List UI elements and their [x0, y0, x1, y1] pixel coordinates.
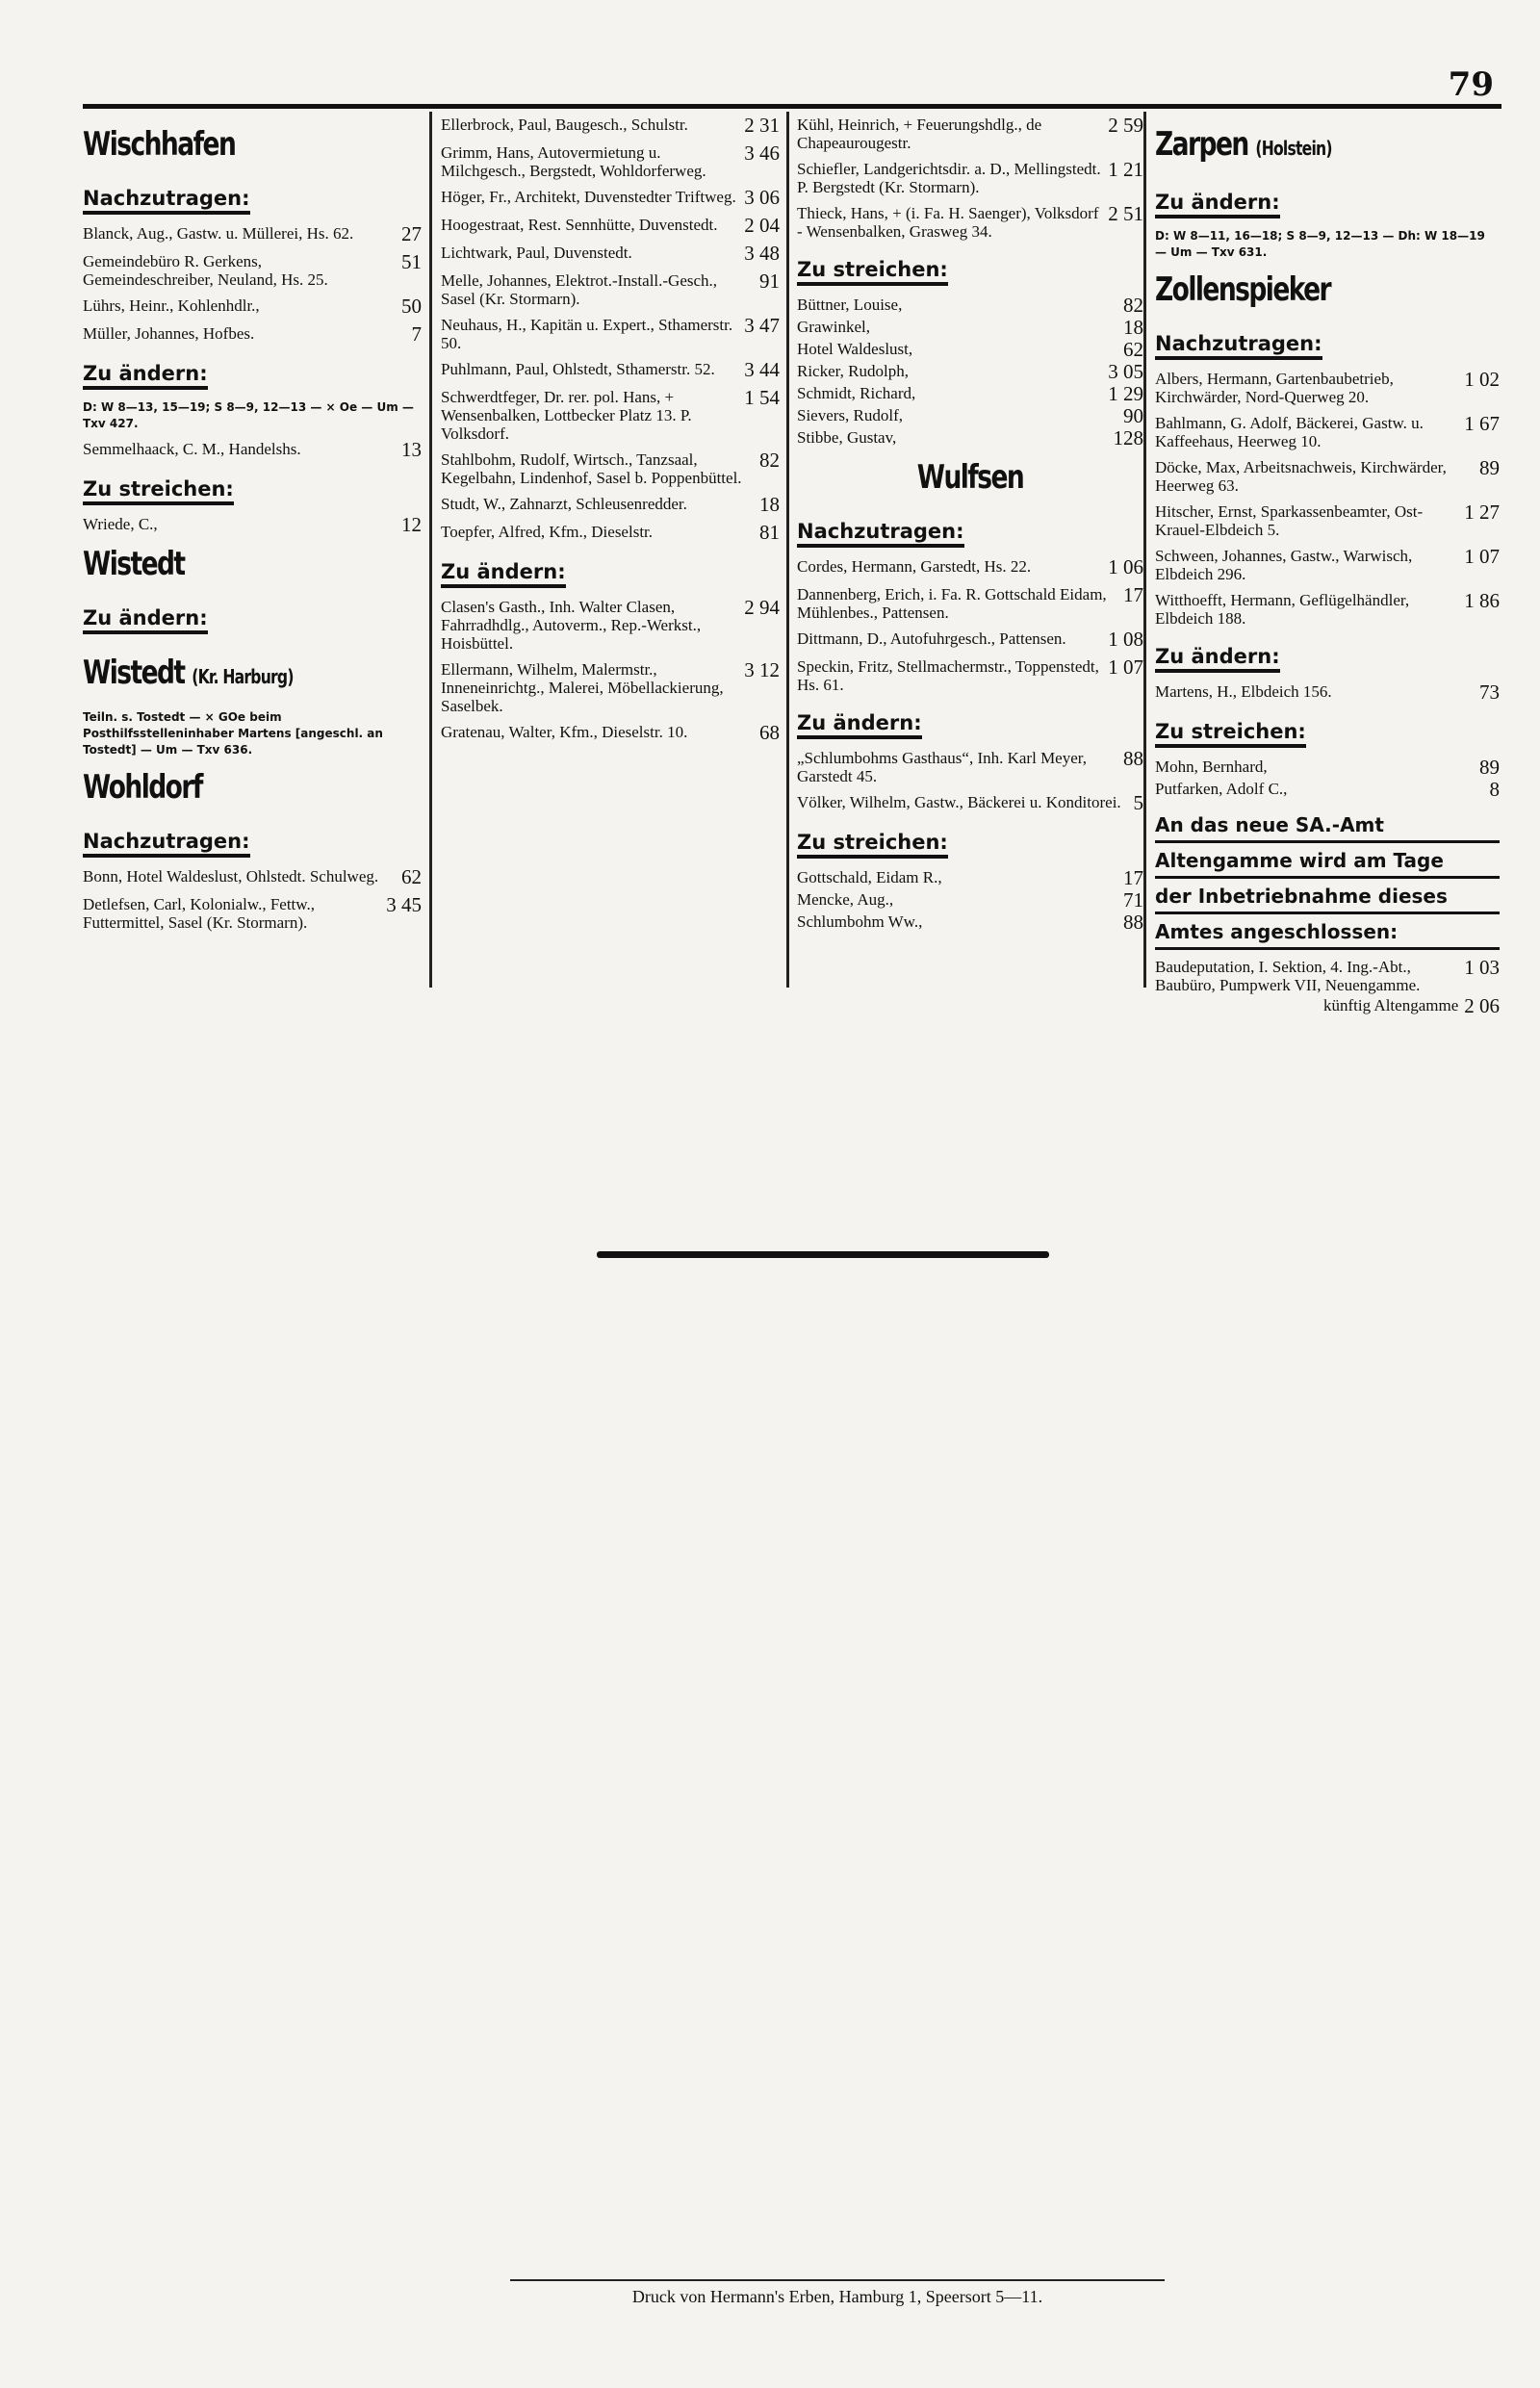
phone-number: 2 94 [744, 596, 780, 619]
phone-number: 7 [411, 322, 422, 346]
phone-number: 82 [1123, 294, 1143, 317]
entry-text: Ellerbrock, Paul, Baugesch., Schulstr. [441, 116, 688, 134]
directory-entry [797, 362, 1143, 382]
phone-number: 68 [759, 721, 780, 744]
directory-entry [441, 271, 780, 308]
phone-number: 71 [1123, 888, 1143, 912]
directory-entry [441, 360, 780, 380]
phone-number: 2 59 [1108, 114, 1143, 137]
entry-text: Thieck, Hans, + (i. Fa. H. Saenger), Volksdorf - Wensenbalken, Grasweg 34. [797, 204, 1099, 241]
phone-number: 3 45 [386, 893, 422, 916]
directory-entry [441, 116, 780, 136]
town-subtitle: (Holstein) [1255, 137, 1332, 160]
column-2 [441, 116, 780, 751]
phone-number: 3 06 [744, 186, 780, 209]
phone-number: 17 [1123, 866, 1143, 889]
directory-entry [83, 515, 422, 535]
directory-entry [441, 143, 780, 180]
directory-entry [797, 318, 1143, 338]
directory-entry [83, 895, 422, 932]
phone-number: 1 86 [1464, 589, 1500, 612]
phone-number: 13 [401, 438, 422, 461]
phone-number: 62 [401, 865, 422, 888]
entry-text: Mencke, Aug., [797, 890, 894, 909]
entry-text: Dittmann, D., Autofuhrgesch., Pattensen. [797, 629, 1066, 648]
directory-entry [797, 340, 1143, 360]
phone-number: 3 47 [744, 314, 780, 337]
entry-text: Grimm, Hans, Autovermietung u. Milchgesch., Bergstedt, Wohldorferweg. [441, 143, 706, 180]
entry-text: Gratenau, Walter, Kfm., Dieselstr. 10. [441, 723, 688, 741]
entry-text: Ricker, Rudolph, [797, 362, 909, 380]
entry-text: Hotel Waldeslust, [797, 340, 913, 358]
entry-text: Martens, H., Elbdeich 156. [1155, 682, 1332, 701]
office-hours-info: Teiln. s. Tostedt — × GOe beim Posthilfsstelleninhaber Martens [angeschl. an Tostedt] — Um — Txv 636. [83, 710, 383, 757]
phone-number: 27 [401, 222, 422, 245]
phone-number: 128 [1113, 426, 1143, 449]
phone-number: 2 06 [1464, 994, 1500, 1017]
directory-entry [441, 388, 780, 443]
town-heading-wistedt: Wistedt [83, 545, 185, 583]
section-zu-aendern: Zu ändern: [1155, 191, 1280, 218]
directory-entry [1155, 682, 1500, 703]
entry-text: Hoogestraat, Rest. Sennhütte, Duvenstedt. [441, 216, 718, 234]
directory-entry [1155, 458, 1500, 495]
column-divider [1143, 112, 1146, 988]
entry-text: Stahlbohm, Rudolf, Wirtsch., Tanzsaal, Kegelbahn, Lindenhof, Sasel b. Poppenbüttel. [441, 450, 742, 487]
section-zu-streichen: Zu streichen: [83, 477, 234, 505]
notice-line: An das neue SA.-Amt [1155, 808, 1500, 843]
entry-text: Toepfer, Alfred, Kfm., Dieselstr. [441, 523, 654, 541]
entry-text: Lührs, Heinr., Kohlenhdlr., [83, 296, 260, 315]
section-zu-streichen: Zu streichen: [797, 258, 948, 286]
directory-entry [797, 204, 1143, 241]
section-zu-streichen: Zu streichen: [1155, 720, 1306, 748]
directory-entry [797, 160, 1143, 196]
directory-entry [797, 585, 1143, 622]
phone-number: 89 [1479, 456, 1500, 479]
directory-entry [797, 629, 1143, 650]
phone-number: 81 [759, 521, 780, 544]
section-zu-aendern: Zu ändern: [83, 606, 208, 634]
imprint-text: Druck von Hermann's Erben, Hamburg 1, Speersort 5—11. [631, 2287, 1043, 2306]
directory-entry [441, 495, 780, 515]
notice-line: Altengamme wird am Tage [1155, 843, 1500, 879]
phone-number: 3 44 [744, 358, 780, 381]
directory-entry [441, 450, 780, 487]
phone-number: 18 [759, 493, 780, 516]
directory-entry [83, 867, 422, 887]
phone-number: 2 51 [1108, 202, 1143, 225]
section-nachzutragen: Nachzutragen: [1155, 332, 1322, 360]
phone-number: 88 [1123, 911, 1143, 934]
directory-entry [441, 598, 780, 653]
phone-number: 1 02 [1464, 368, 1500, 391]
section-zu-streichen: Zu streichen: [797, 831, 948, 859]
town-heading-wistedt-harburg: Wistedt (Kr. Harburg) [83, 654, 294, 692]
directory-entry [441, 216, 780, 236]
section-zu-aendern: Zu ändern: [797, 711, 922, 739]
entry-text: Semmelhaack, C. M., Handelshs. [83, 440, 301, 458]
section-zu-aendern: Zu ändern: [1155, 645, 1280, 673]
printer-imprint [500, 2279, 1174, 2318]
directory-entry [797, 890, 1143, 911]
entry-text: Dannenberg, Erich, i. Fa. R. Gottschald Eidam, Mühlenbes., Pattensen. [797, 585, 1107, 622]
phone-number: 1 27 [1464, 501, 1500, 524]
entry-text: Sievers, Rudolf, [797, 406, 904, 424]
phone-number: 90 [1123, 404, 1143, 427]
section-nachzutragen: Nachzutragen: [83, 830, 250, 858]
directory-entry [1155, 780, 1500, 800]
entry-text: Höger, Fr., Architekt, Duvenstedter Triftweg. [441, 188, 736, 206]
town-heading-wischhafen: Wischhafen [83, 125, 236, 164]
directory-entry [441, 316, 780, 352]
phone-number: 8 [1489, 778, 1500, 801]
phone-number: 1 08 [1108, 628, 1143, 651]
entry-text: Völker, Wilhelm, Gastw., Bäckerei u. Konditorei. [797, 793, 1121, 811]
directory-entry [1155, 591, 1500, 628]
directory-entry [797, 406, 1143, 426]
entry-text: Kühl, Heinrich, + Feuerungshdlg., de Chapeaurougestr. [797, 116, 1042, 152]
directory-entry [797, 295, 1143, 316]
phone-number: 1 54 [744, 386, 780, 409]
notice-line: der Inbetriebnahme dieses [1155, 879, 1500, 914]
directory-entry [797, 116, 1143, 152]
column-3 [797, 116, 1143, 940]
phone-number: 50 [401, 295, 422, 318]
entry-text: Döcke, Max, Arbeitsnachweis, Kirchwärder, Heerweg 63. [1155, 458, 1447, 495]
section-zu-aendern: Zu ändern: [83, 362, 208, 390]
entry-text: Müller, Johannes, Hofbes. [83, 324, 255, 343]
entry-text: Blanck, Aug., Gastw. u. Müllerei, Hs. 62. [83, 224, 354, 243]
entry-text: Baudeputation, I. Sektion, 4. Ing.-Abt., Baubüro, Pumpwerk VII, Neuengamme. [1155, 958, 1421, 994]
directory-entry [1155, 757, 1500, 778]
entry-text: Neuhaus, H., Kapitän u. Expert., Sthamerstr. 50. [441, 316, 733, 352]
phone-number: 1 07 [1108, 655, 1143, 679]
header-rule [83, 104, 1502, 109]
phone-number: 88 [1123, 747, 1143, 770]
entry-text: Putfarken, Adolf C., [1155, 780, 1288, 798]
directory-entry [1155, 414, 1500, 450]
entry-text: Melle, Johannes, Elektrot.-Install.-Gesch., Sasel (Kr. Stormarn). [441, 271, 718, 308]
directory-entry [441, 723, 780, 743]
column-4 [1155, 116, 1500, 1024]
directory-entry [797, 384, 1143, 404]
directory-entry [83, 252, 422, 289]
entry-text: Grawinkel, [797, 318, 871, 336]
directory-entry [797, 749, 1143, 785]
phone-number: 3 48 [744, 242, 780, 265]
directory-entry [797, 657, 1143, 694]
entry-text: Studt, W., Zahnarzt, Schleusenredder. [441, 495, 687, 513]
phone-number: 51 [401, 250, 422, 273]
directory-entry [83, 296, 422, 317]
entry-text: Gemeindebüro R. Gerkens, Gemeindeschreiber, Neuland, Hs. 25. [83, 252, 328, 289]
directory-entry [1155, 547, 1500, 583]
phone-number: 17 [1123, 583, 1143, 606]
directory-entry [441, 660, 780, 715]
phone-number: 3 46 [744, 141, 780, 165]
town-heading-zollenspieker: Zollenspieker [1155, 270, 1331, 309]
entry-text: Mohn, Bernhard, [1155, 757, 1268, 776]
phone-number: 82 [759, 449, 780, 472]
imprint-rule [510, 2279, 1165, 2281]
directory-entry [83, 224, 422, 244]
entry-text: künftig Altengamme [1323, 996, 1459, 1014]
entry-text: Hitscher, Ernst, Sparkassenbeamter, Ost-Krauel-Elbdeich 5. [1155, 502, 1424, 539]
directory-entry [441, 244, 780, 264]
entry-text: Puhlmann, Paul, Ohlstedt, Sthamerstr. 52. [441, 360, 715, 378]
entry-text: Albers, Hermann, Gartenbaubetrieb, Kirchwärder, Nord-Querweg 20. [1155, 370, 1394, 406]
column-1 [83, 116, 422, 939]
phone-number: 3 12 [744, 658, 780, 681]
notice-line: Amtes angeschlossen: [1155, 914, 1500, 950]
town-heading-wulfsen: Wulfsen [916, 458, 1024, 497]
directory-entry [1155, 502, 1500, 539]
entry-text: Lichtwark, Paul, Duvenstedt. [441, 244, 632, 262]
column-divider [429, 112, 432, 988]
section-nachzutragen: Nachzutragen: [83, 187, 250, 215]
phone-number: 89 [1479, 756, 1500, 779]
section-zu-aendern: Zu ändern: [441, 560, 566, 588]
phone-number: 62 [1123, 338, 1143, 361]
phone-number: 73 [1479, 680, 1500, 704]
column-divider [786, 112, 789, 988]
directory-entry [797, 557, 1143, 578]
directory-entry [441, 523, 780, 543]
directory-entry [797, 868, 1143, 888]
phone-number: 2 04 [744, 214, 780, 237]
phone-number: 18 [1123, 316, 1143, 339]
directory-entry [441, 188, 780, 208]
section-nachzutragen: Nachzutragen: [797, 520, 964, 548]
office-hours-info: D: W 8—11, 16—18; S 8—9, 12—13 — Dh: W 18—19 — Um — Txv 631. [1155, 229, 1485, 259]
entry-text: Cordes, Hermann, Garstedt, Hs. 22. [797, 557, 1032, 576]
entry-text: Speckin, Fritz, Stellmachermstr., Toppenstedt, Hs. 61. [797, 657, 1099, 694]
directory-entry [797, 912, 1143, 933]
entry-text: Büttner, Louise, [797, 295, 903, 314]
directory-entry [83, 324, 422, 345]
town-heading-zarpen: Zarpen (Holstein) [1155, 125, 1332, 164]
phone-number: 1 67 [1464, 412, 1500, 435]
phone-number: 12 [401, 513, 422, 536]
section-end-rule [597, 1251, 1049, 1258]
town-subtitle: (Kr. Harburg) [192, 665, 294, 688]
entry-text: Schlumbohm Ww., [797, 912, 923, 931]
phone-number: 1 21 [1108, 158, 1143, 181]
entry-text: Schween, Johannes, Gastw., Warwisch, Elbdeich 296. [1155, 547, 1413, 583]
directory-entry [1155, 958, 1500, 994]
entry-text: Clasen's Gasth., Inh. Walter Clasen, Fahrradhdlg., Autoverm., Rep.-Werkst., Hoisbüttel. [441, 598, 702, 653]
entry-text: Bonn, Hotel Waldeslust, Ohlstedt. Schulweg. [83, 867, 379, 886]
entry-text: Bahlmann, G. Adolf, Bäckerei, Gastw. u. Kaffeehaus, Heerweg 10. [1155, 414, 1424, 450]
phone-number: 1 07 [1464, 545, 1500, 568]
entry-text: Schwerdtfeger, Dr. rer. pol. Hans, + Wensenbalken, Lottbecker Platz 13. P. Volksdorf. [441, 388, 692, 443]
phone-number: 1 06 [1108, 555, 1143, 578]
entry-text: Detlefsen, Carl, Kolonialw., Fettw., Futtermittel, Sasel (Kr. Stormarn). [83, 895, 315, 932]
phone-number: 2 31 [744, 114, 780, 137]
entry-text: Witthoefft, Hermann, Geflügelhändler, Elbdeich 188. [1155, 591, 1410, 628]
directory-entry [797, 428, 1143, 449]
phone-number: 1 29 [1108, 382, 1143, 405]
phone-number: 91 [759, 270, 780, 293]
town-heading-wohldorf: Wohldorf [83, 768, 202, 807]
entry-text: Schiefler, Landgerichtsdir. a. D., Mellingstedt. P. Bergstedt (Kr. Stormarn). [797, 160, 1101, 196]
entry-text: Ellermann, Wilhelm, Malermstr., Inneneinrichtg., Malerei, Möbellackierung, Saselbek. [441, 660, 724, 715]
entry-text: Schmidt, Richard, [797, 384, 916, 402]
phone-number: 5 [1133, 791, 1143, 814]
page-number: 79 [1448, 65, 1494, 104]
directory-entry [797, 793, 1143, 813]
entry-text: Wriede, C., [83, 515, 158, 533]
office-hours-info: D: W 8—13, 15—19; S 8—9, 12—13 — × Oe — Um — Txv 427. [83, 400, 414, 430]
directory-entry [1155, 370, 1500, 406]
phone-number: 1 03 [1464, 956, 1500, 979]
phone-number: 3 05 [1108, 360, 1143, 383]
directory-entry [83, 440, 422, 460]
entry-text: „Schlumbohms Gasthaus“, Inh. Karl Meyer, Garstedt 45. [797, 749, 1088, 785]
entry-text: Gottschald, Eidam R., [797, 868, 942, 886]
entry-text: Stibbe, Gustav, [797, 428, 897, 447]
directory-entry [1155, 996, 1500, 1016]
